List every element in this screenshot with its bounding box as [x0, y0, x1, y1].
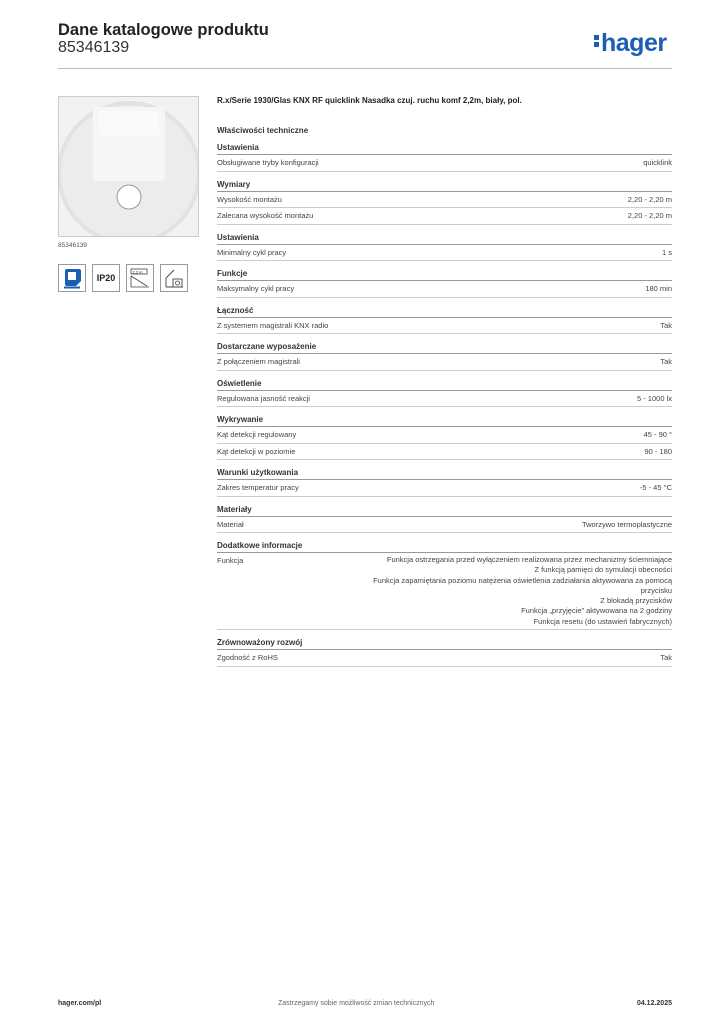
spec-label: Z połączeniem magistrali — [217, 357, 300, 366]
spec-row — [217, 427, 672, 444]
spec-row — [217, 553, 672, 630]
spec-section — [217, 233, 672, 262]
mounting-height-label: 2,2 m — [132, 269, 143, 275]
quicklink-icon — [58, 264, 86, 292]
spec-value: 2,20 - 2,20 m — [627, 194, 672, 204]
spec-value: 90 - 180 — [644, 446, 672, 456]
spec-sections — [217, 143, 672, 533]
footer-note: Zastrzegamy sobie możliwość zmian technicznych — [278, 1000, 435, 1007]
sustainability-section — [217, 638, 672, 667]
spec-row — [217, 155, 672, 172]
spec-value: 5 - 1000 lx — [636, 393, 672, 403]
spec-label: Maksymalny cykl pracy — [217, 284, 295, 293]
spec-section — [217, 379, 672, 408]
spec-value — [352, 555, 672, 627]
spec-value-line: Funkcja resetu (do ustawień fabrycznych) — [533, 616, 672, 626]
spec-value-line: Z funkcją pamięci do symulacji obecności — [534, 565, 672, 575]
header-divider — [58, 68, 672, 69]
spec-value-line: Funkcja „przyjęcie” aktywowana na 2 godziny — [521, 606, 672, 616]
wall-mount-icon — [160, 264, 188, 292]
spec-label: Zgodność z RoHS — [217, 653, 278, 663]
footer-date: 04.12.2025 — [636, 1000, 672, 1007]
section-heading: Ustawienia — [217, 233, 672, 245]
feature-icons — [58, 264, 188, 292]
spec-row — [217, 517, 672, 534]
section-heading: Warunki użytkowania — [217, 468, 672, 480]
spec-value-line: Funkcja ostrzegania przed wyłączeniem realizowana przez mechanizmy ściemniające — [386, 555, 672, 564]
spec-row — [217, 480, 672, 497]
spec-row — [217, 192, 672, 209]
left-product-code: 85346139 — [58, 242, 87, 249]
product-details — [217, 88, 672, 667]
spec-value: 180 min — [645, 284, 672, 293]
ip-rating-icon — [92, 264, 120, 292]
hager-logo — [594, 29, 667, 58]
spec-section — [217, 468, 672, 497]
doc-title: Dane katalogowe produktu — [58, 21, 269, 39]
section-heading: Zrównoważony rozwój — [217, 638, 672, 650]
spec-row — [217, 650, 672, 667]
section-heading: Funkcje — [217, 269, 672, 281]
logo-dots — [594, 33, 599, 49]
spec-row — [217, 318, 672, 335]
spec-value: quicklink — [643, 158, 672, 167]
spec-section — [217, 306, 672, 335]
spec-section — [217, 505, 672, 534]
section-heading: Wykrywanie — [217, 415, 672, 427]
mounting-height-icon — [126, 264, 154, 292]
spec-row — [217, 208, 672, 225]
product-title: R.x/Serie 1930/Glas KNX RF quicklink Nasadka czuj. ruchu komf 2,2m, biały, pol. — [217, 96, 522, 105]
spec-label: Regulowana jasność reakcji — [217, 393, 310, 403]
product-image — [58, 96, 199, 237]
spec-label: Funkcja — [217, 556, 244, 565]
spec-value: Tak — [660, 653, 672, 663]
extra-info-section — [217, 541, 672, 630]
spec-value: Tak — [660, 357, 672, 366]
section-heading: Ustawienia — [217, 143, 672, 155]
section-heading: Dodatkowe informacje — [217, 541, 672, 553]
spec-value: 45 - 90 ° — [643, 430, 672, 439]
section-heading: Wymiary — [217, 180, 672, 192]
spec-label: Obsługiwane tryby konfiguracji — [217, 158, 319, 167]
footer-website-link[interactable]: hager.com/pl — [58, 1000, 102, 1007]
spec-label: Wysokość montażu — [217, 194, 282, 204]
spec-section — [217, 269, 672, 298]
spec-value-line: Funkcja zapamiętania poziomu natężenia oświetlenia zadziałania aktywowana za pomocą przycisku — [373, 575, 672, 595]
section-heading: Łączność — [217, 306, 672, 318]
spec-label: Minimalny cykl pracy — [217, 247, 287, 257]
spec-section — [217, 342, 672, 371]
spec-value: Tak — [660, 320, 672, 330]
spec-value: -5 - 45 °C — [639, 483, 672, 492]
properties-heading: Właściwości techniczne — [217, 126, 309, 135]
logo-text: hager — [601, 29, 667, 57]
ip-rating-label: IP20 — [96, 273, 116, 283]
spec-label: Materiał — [217, 519, 244, 529]
spec-value-line: Z blokadą przycisków — [600, 596, 672, 606]
spec-value: Tworzywo termoplastyczne — [581, 519, 672, 529]
section-heading: Dostarczane wyposażenie — [217, 342, 672, 354]
spec-section — [217, 180, 672, 225]
section-heading: Materiały — [217, 505, 672, 517]
spec-label: Zalecana wysokość montażu — [217, 211, 314, 220]
spec-row — [217, 245, 672, 262]
spec-row — [217, 281, 672, 298]
spec-row — [217, 391, 672, 408]
spec-label: Kąt detekcji w poziomie — [217, 446, 296, 456]
section-heading: Oświetlenie — [217, 379, 672, 391]
spec-row — [217, 444, 672, 461]
spec-value: 1 s — [661, 247, 672, 257]
spec-section — [217, 415, 672, 460]
spec-label: Kąt detekcji regulowany — [217, 430, 297, 439]
spec-value: 2,20 - 2,20 m — [627, 211, 672, 220]
spec-label: Z systemem magistrali KNX radio — [217, 320, 329, 330]
doc-product-code: 85346139 — [58, 39, 130, 56]
spec-label: Zakres temperatur pracy — [217, 483, 299, 492]
spec-section — [217, 143, 672, 172]
spec-row — [217, 354, 672, 371]
